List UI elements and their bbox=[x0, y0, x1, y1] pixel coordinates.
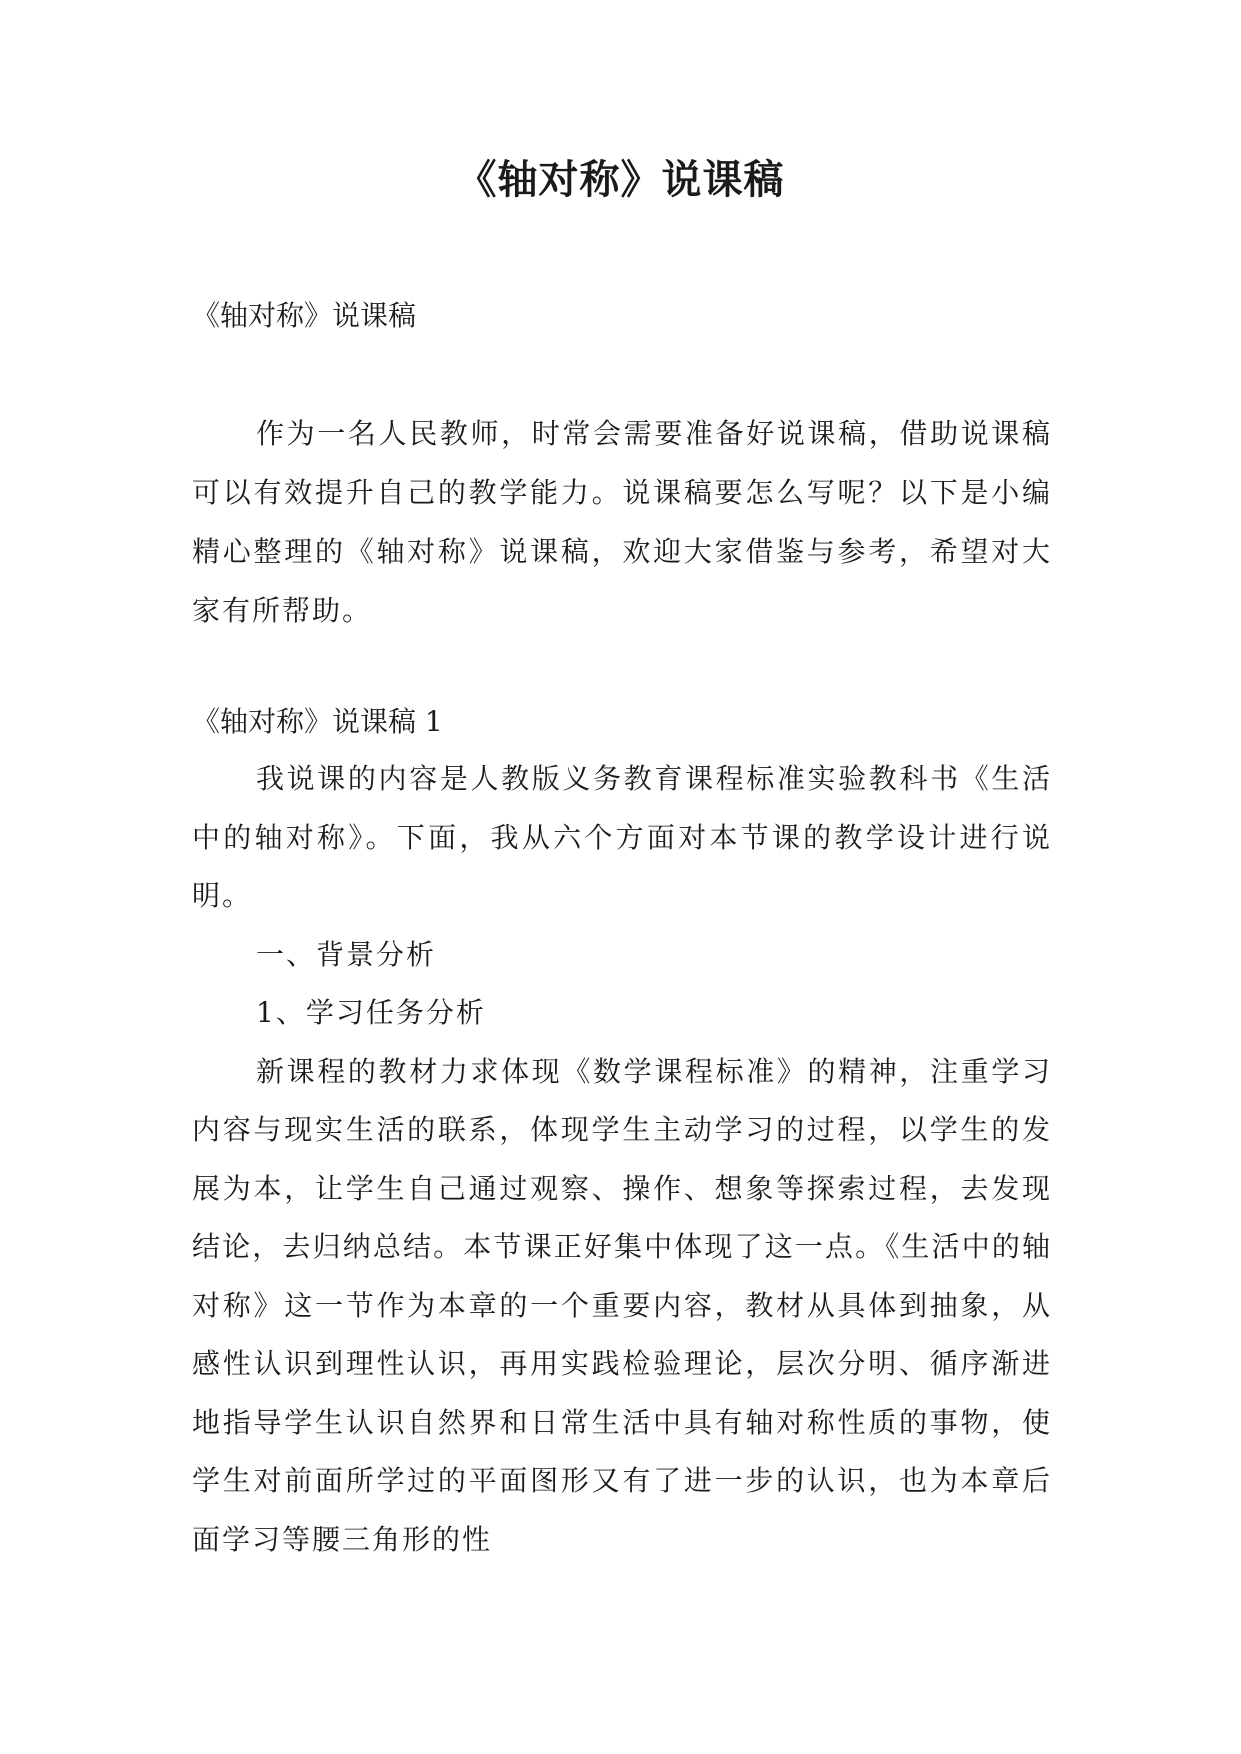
body-paragraph: 我说课的内容是人教版义务教育课程标准实验教科书《生活中的轴对称》。下面，我从六个方面对本节课的教学设计进行说明。 bbox=[192, 762, 1052, 912]
document-title: 《轴对称》说课稿 bbox=[456, 157, 785, 203]
heading-background-analysis: 一、背景分析 bbox=[256, 937, 437, 971]
section-title: 《轴对称》说课稿 1 bbox=[192, 705, 443, 738]
heading-task-analysis: 1、学习任务分析 bbox=[256, 996, 486, 1029]
body-paragraph: 新课程的教材力求体现《数学课程标准》的精神，注重学习内容与现实生活的联系，体现学生主动学习的过程，以学生的发展为本，让学生自己通过观察、操作、想象等探索过程，去发现结论，去归纳总结。本节课正好集中体现了这一点。《生活中的轴对称》这一节作为本章的一个重要内容，教材从具体到抽象，从感性认识到理性认识，再用实践检验理论，层次分明、循序渐进地指导学生认识自然界和日常生活中具有轴对称性质的事物，使学生对前面所学过的平面图形又有了进一步的认识，也为本章后面学习等腰三角形的性 bbox=[192, 1054, 1052, 1556]
document-subtitle: 《轴对称》说课稿 bbox=[192, 299, 417, 332]
section-body bbox=[192, 750, 1052, 1569]
intro-paragraph: 作为一名人民教师，时常会需要准备好说课稿，借助说课稿可以有效提升自己的教学能力。说课稿要怎么写呢？以下是小编精心整理的《轴对称》说课稿，欢迎大家借鉴与参考，希望对大家有所帮助。 bbox=[192, 417, 1052, 627]
